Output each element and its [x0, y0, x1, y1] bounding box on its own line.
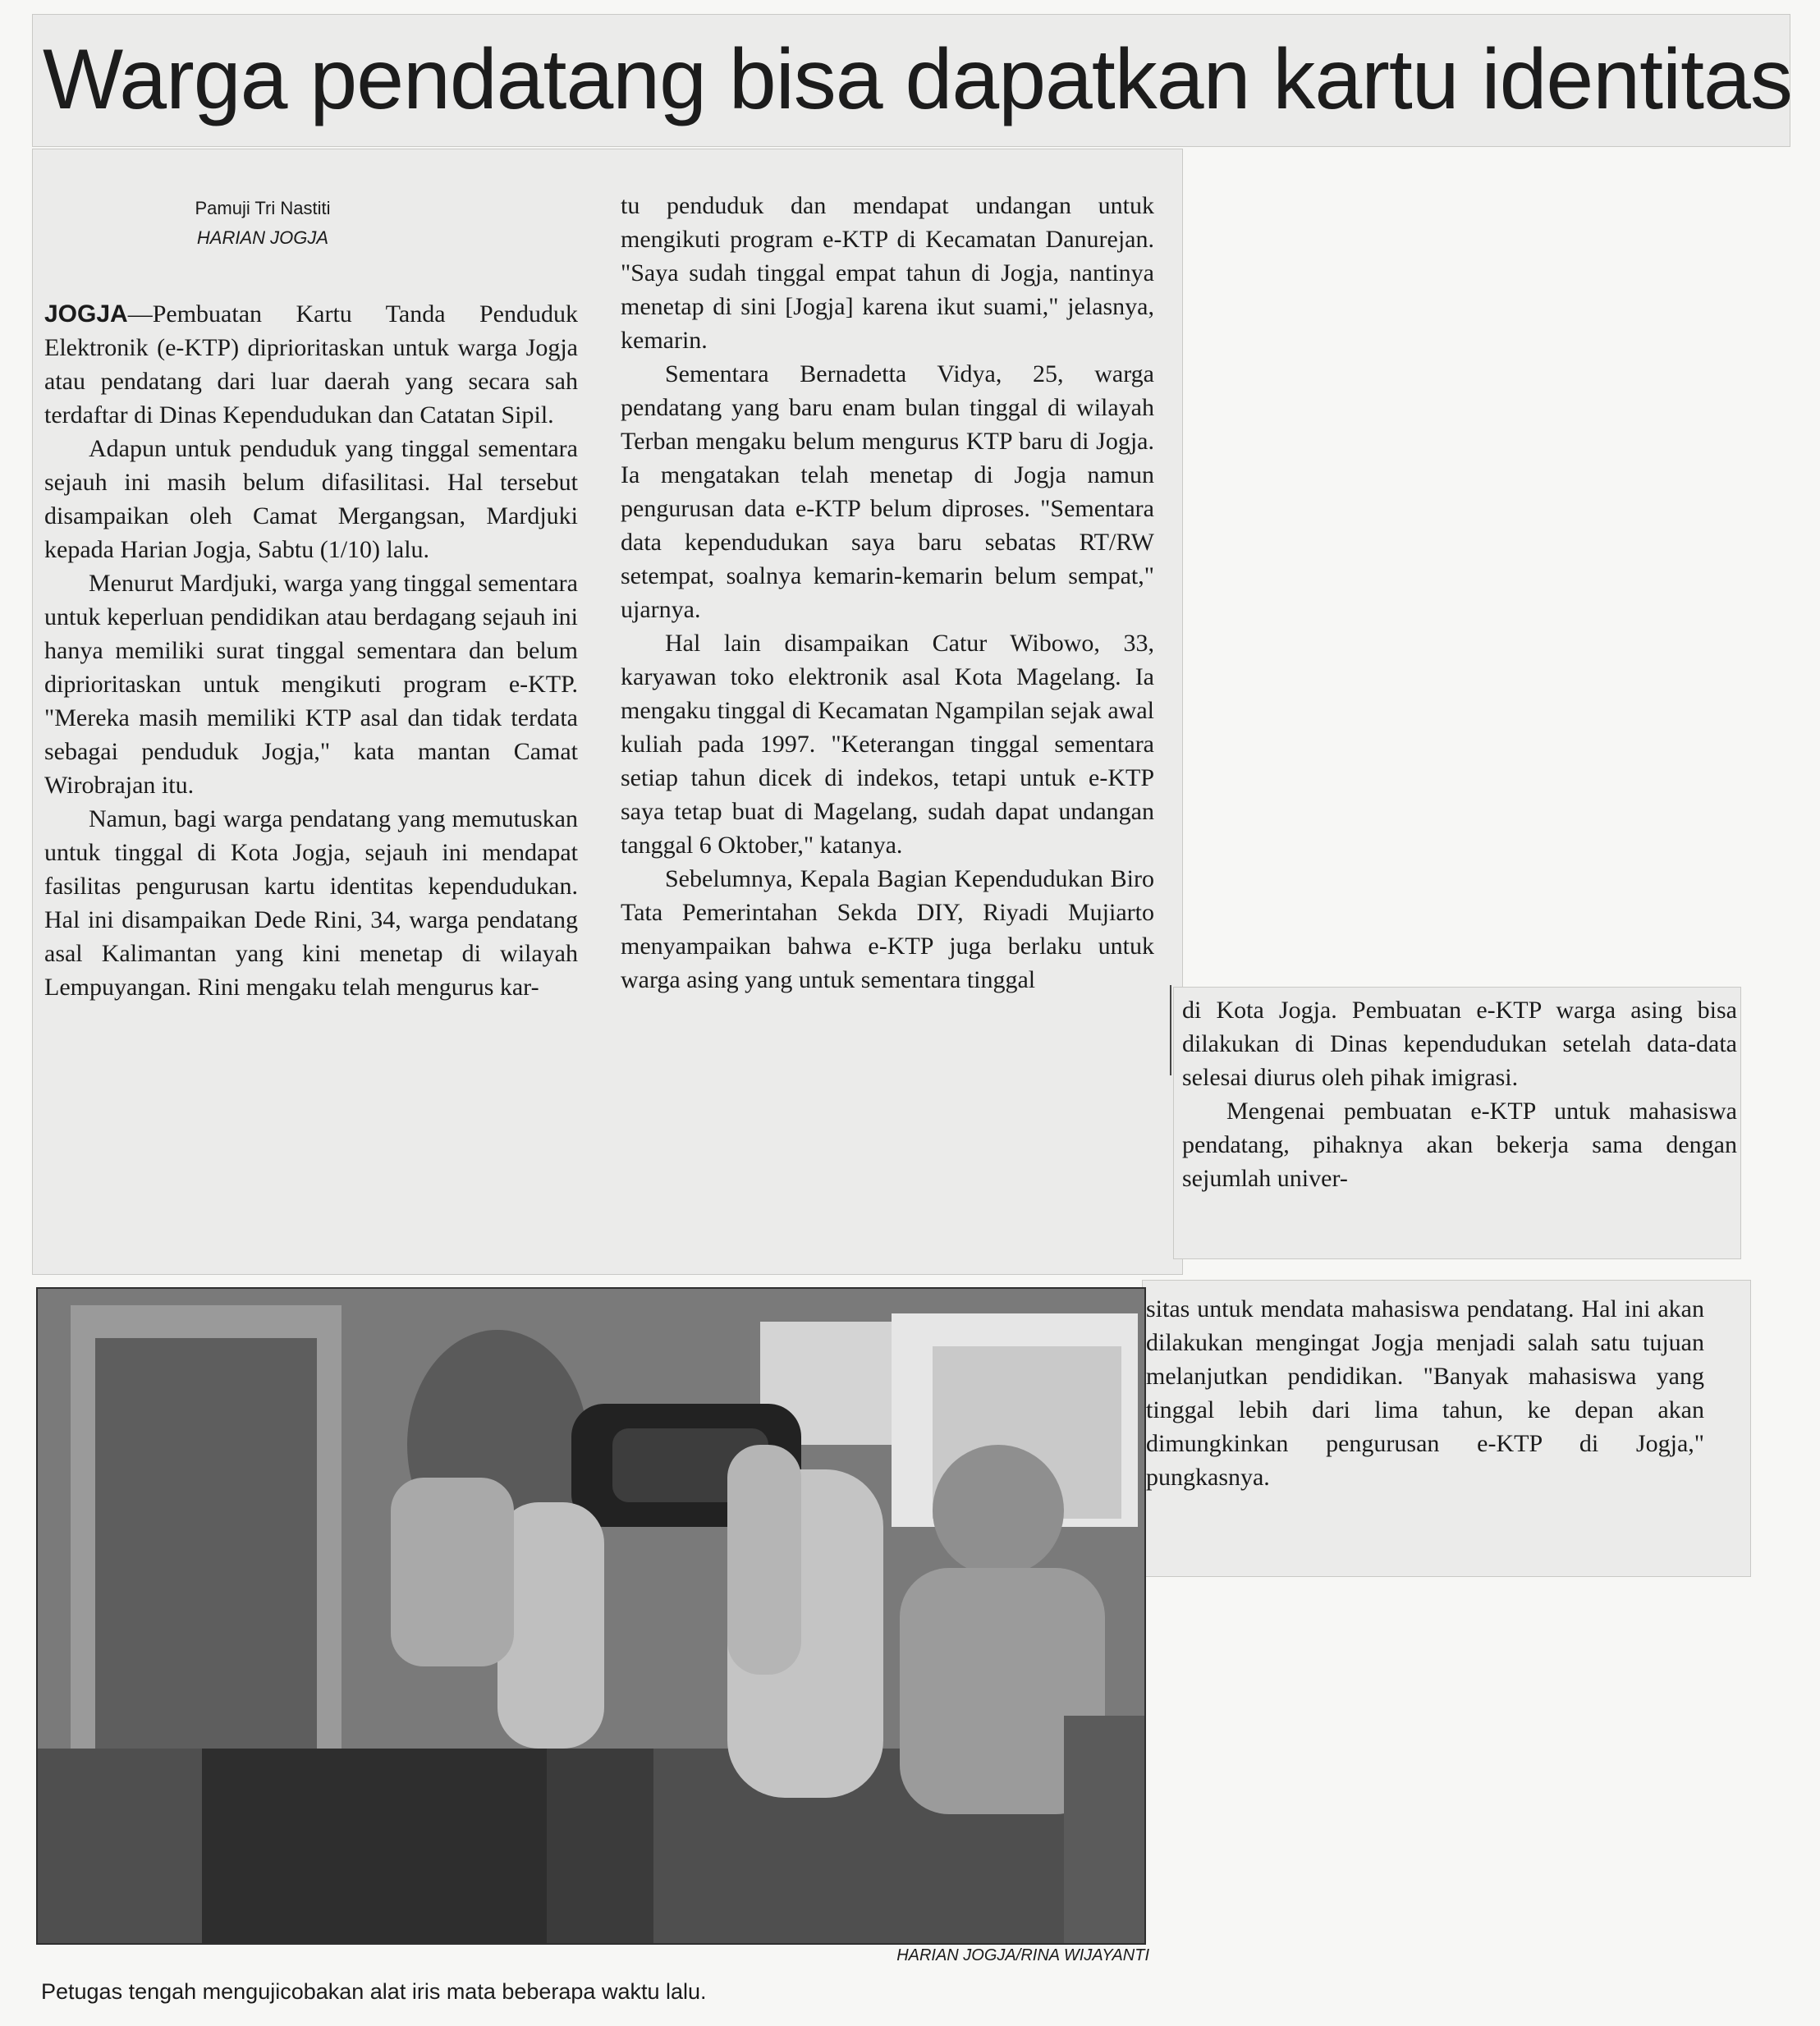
column-rule: [1170, 985, 1171, 1075]
paragraph: tu penduduk dan mendapat undangan untuk mengikuti program e-KTP di Kecamatan Danurejan. "Saya sudah tinggal empat tahun di Jogja, nantinya menetap di sini [Jogja] karena ikut suami," jelasnya, kemarin.: [621, 192, 1154, 354]
paragraph: Sementara Bernadetta Vidya, 25, warga pendatang yang baru enam bulan tinggal di wilayah Terban mengaku belum mengurus KTP baru di Jogja. Ia mengatakan telah menetap di Jogja namun pengurusan data e-KTP belum diproses. "Sementara data kependudukan saya baru sebatas RT/RW setempat, soalnya kemarin-kemarin belum sempat," ujarnya.: [621, 360, 1154, 623]
article-column-3: [1182, 993, 1737, 1195]
paragraph: Namun, bagi warga pendatang yang memutuskan untuk tinggal di Kota Jogja, sejauh ini mendapat fasilitas pengurusan kartu identitas kependudukan. Hal ini disampaikan Dede Rini, 34, warga pendatang asal Kalimantan yang kini menetap di wilayah Lempuyangan. Rini mengaku telah mengurus kar-: [44, 805, 578, 1001]
iris-scanner-photo-illustration: [38, 1289, 1144, 1943]
paragraph: Sebelumnya, Kepala Bagian Kependudukan Biro Tata Pemerintahan Sekda DIY, Riyadi Mujiarto menyampaikan bahwa e-KTP juga berlaku untuk warga asing yang untuk sementara tinggal: [621, 865, 1154, 993]
author-name: Pamuji Tri Nastiti: [195, 198, 331, 218]
article-column-1: [44, 297, 578, 1004]
paragraph: Mengenai pembuatan e-KTP untuk mahasiswa pendatang, pihaknya akan bekerja sama dengan sejumlah univer-: [1182, 1098, 1737, 1192]
paragraph: sitas untuk mendata mahasiswa pendatang. Hal ini akan dilakukan mengingat Jogja menjadi salah satu tujuan melanjutkan pendidikan. "Banyak mahasiswa yang tinggal lebih dari lima tahun, ke depan akan dimungkinkan pengurusan e-KTP di Jogja," pungkasnya.: [1146, 1295, 1704, 1491]
article-column-2: [621, 189, 1154, 997]
paragraph: di Kota Jogja. Pembuatan e-KTP warga asing bisa dilakukan di Dinas kependudukan setelah data-data selesai diurus oleh pihak imigrasi.: [1182, 997, 1737, 1091]
lead-text: —Pembuatan Kartu Tanda Penduduk Elektronik (e-KTP) diprioritaskan untuk warga Jogja atau pendatang dari luar daerah yang secara sah terdaftar di Dinas Kependudukan dan Catatan Sipil.: [44, 300, 578, 429]
headline: Warga pendatang bisa dapatkan kartu identitas: [43, 32, 1792, 127]
article-column-4: [1146, 1292, 1704, 1494]
news-photo: [36, 1287, 1146, 1945]
photo-credit: HARIAN JOGJA/RINA WIJAYANTI: [896, 1946, 1149, 1964]
dateline: JOGJA: [44, 300, 128, 328]
photo-caption: Petugas tengah mengujicobakan alat iris mata beberapa waktu lalu.: [41, 1979, 707, 2004]
paragraph: Adapun untuk penduduk yang tinggal sementara sejauh ini masih belum difasilitasi. Hal tersebut disampaikan oleh Camat Mergangsan, Mardjuki kepada Harian Jogja, Sabtu (1/10) lalu.: [44, 435, 578, 563]
paragraph: Hal lain disampaikan Catur Wibowo, 33, karyawan toko elektronik asal Kota Magelang. Ia mengaku tinggal di Kecamatan Ngampilan sejak awal kuliah pada 1997. "Keterangan tinggal sementara setiap tahun dicek di indekos, tetapi untuk e-KTP saya tetap buat di Magelang, sudah dapat undangan tanggal 6 Oktober," katanya.: [621, 630, 1154, 859]
byline: [115, 194, 410, 253]
paragraph: [44, 297, 578, 432]
publication-name: HARIAN JOGJA: [196, 227, 329, 248]
paragraph: Menurut Mardjuki, warga yang tinggal sementara untuk keperluan pendidikan atau berdagang sejauh ini hanya memiliki surat tinggal sementara dan belum diprioritaskan untuk mengikuti program e-KTP. "Mereka masih memiliki KTP asal dan tidak terdata sebagai penduduk Jogja," kata mantan Camat Wirobrajan itu.: [44, 570, 578, 799]
